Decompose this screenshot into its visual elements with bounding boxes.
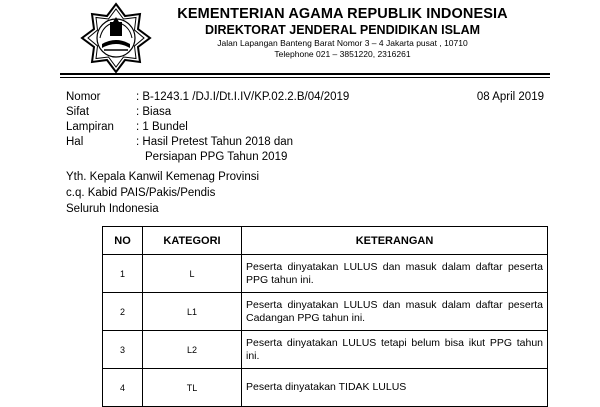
letterhead: [160, 6, 525, 60]
meta-hal-continued: Persiapan PPG Tahun 2019: [145, 151, 288, 163]
header-kategori: KATEGORI: [143, 227, 242, 255]
table-row: [103, 293, 548, 331]
cell-no: 2: [103, 293, 143, 331]
directorate-name: DIREKTORAT JENDERAL PENDIDIKAN ISLAM: [204, 23, 481, 37]
cell-keterangan: Peserta dinyatakan LULUS dan masuk dalam daftar peserta Cadangan PPG tahun ini.: [242, 293, 548, 331]
table-row: [103, 255, 548, 293]
cell-keterangan: Peserta dinyatakan LULUS tetapi belum bisa ikut PPG tahun ini.: [242, 331, 548, 369]
office-telephone: Telephone 021 – 3851220, 2316261: [274, 49, 411, 59]
cell-no: 4: [103, 369, 143, 407]
ministry-name: KEMENTERIAN AGAMA REPUBLIK INDONESIA: [177, 6, 508, 22]
office-address: Jalan Lapangan Banteng Barat Nomor 3 – 4 Jakarta pusat , 10710: [217, 38, 468, 48]
cell-kategori: L2: [143, 331, 242, 369]
cell-keterangan: Peserta dinyatakan LULUS dan masuk dalam daftar peserta PPG tahun ini.: [242, 255, 548, 293]
cell-kategori: TL: [143, 369, 242, 407]
letterhead-rule-thin: [60, 77, 550, 78]
meta-nomor: [66, 90, 349, 105]
meta-value: : Hasil Pretest Tahun 2018 dan: [136, 136, 294, 148]
meta-value: : 1 Bundel: [136, 121, 188, 133]
cell-no: 1: [103, 255, 143, 293]
table-header-row: [103, 227, 548, 255]
cell-kategori: L1: [143, 293, 242, 331]
cell-no: 3: [103, 331, 143, 369]
meta-label: Sifat: [66, 106, 90, 118]
recipient-line: Yth. Kepala Kanwil Kemenag Provinsi: [66, 171, 260, 183]
kemenag-emblem-icon: [80, 2, 152, 74]
recipient-line: c.q. Kabid PAIS/Pakis/Pendis: [66, 187, 216, 199]
letter-meta: [66, 90, 349, 165]
table-row: [103, 369, 548, 407]
letterhead-rule-thick: [60, 73, 550, 75]
meta-lampiran: [66, 120, 349, 135]
cell-keterangan: Peserta dinyatakan TIDAK LULUS: [242, 369, 548, 407]
meta-sifat: [66, 105, 349, 120]
recipient-block: [66, 169, 259, 217]
meta-label: Hal: [66, 136, 84, 148]
header-no: NO: [103, 227, 143, 255]
category-table: [102, 226, 548, 407]
meta-value: : B-1243.1 /DJ.I/Dt.I.IV/KP.02.2.B/04/2019: [136, 91, 350, 103]
meta-hal: [66, 135, 349, 150]
cell-kategori: L: [143, 255, 242, 293]
table-row: [103, 331, 548, 369]
recipient-line: Seluruh Indonesia: [66, 203, 159, 215]
letter-date: 08 April 2019: [476, 91, 544, 103]
meta-label: Lampiran: [66, 121, 114, 133]
meta-value: : Biasa: [136, 106, 172, 118]
header-keterangan: KETERANGAN: [242, 227, 548, 255]
meta-label: Nomor: [66, 91, 101, 103]
